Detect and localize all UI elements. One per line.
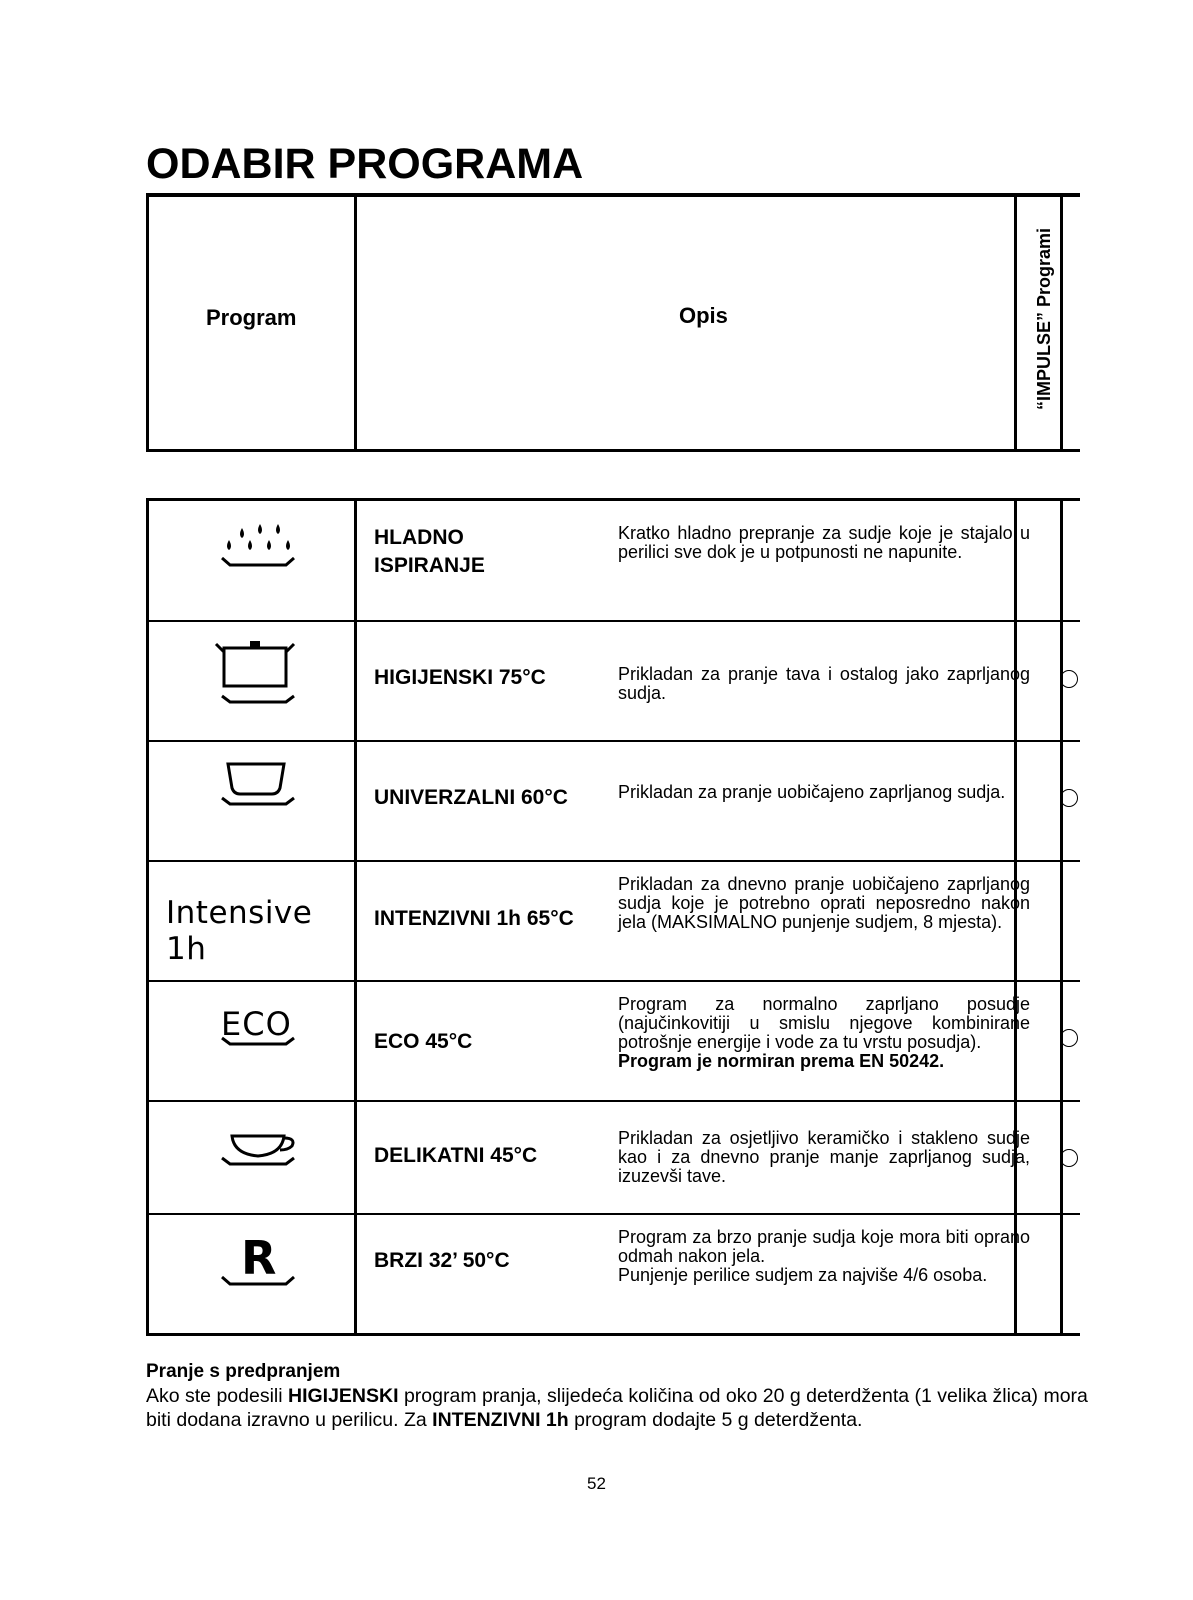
- description-text: Punjenje perilice sudjem za najviše 4/6 osoba.: [618, 1265, 988, 1285]
- impulse-circle-icon: [1060, 670, 1078, 688]
- impulse-circle-icon: [1060, 1149, 1078, 1167]
- divider: [146, 193, 149, 452]
- note-text: program dodajte 5 g deterdženta.: [568, 1409, 863, 1431]
- column-header-program: Program: [206, 305, 297, 330]
- divider: [1014, 193, 1017, 452]
- note-bold: INTENZIVNI 1h: [432, 1409, 569, 1431]
- table-row: [146, 740, 1080, 860]
- program-description: Prikladan za dnevno pranje uobičajeno zaprljanog sudja koje je potrebno oprati neposredno nakon jela (MAKSIMALNO punjenje sudjem, 8 mjesta).: [618, 874, 1030, 932]
- program-name: INTENZIVNI 1h 65°C: [374, 907, 574, 930]
- rapid-icon: [146, 1213, 360, 1333]
- description-text: Program za normalno zaprljano posudje (najučinkovitiji u smislu njegove kombinirane potrošnje energije i vode za tu vrstu posudja).: [618, 994, 1030, 1052]
- note-bold: HIGIJENSKI: [288, 1385, 399, 1407]
- program-description: Prikladan za osjetljivo keramičko i stakleno sudje kao i za dnevno pranje manje zaprljanog sudja, izuzevši tave.: [618, 1128, 1030, 1186]
- pot-icon: [146, 620, 360, 740]
- program-name: ECO 45°C: [374, 1030, 473, 1053]
- program-name-line: ISPIRANJE: [374, 554, 485, 577]
- cold-rinse-icon: [146, 500, 360, 620]
- programs-table: [146, 500, 1080, 1355]
- description-bold-text: Program je normiran prema EN 50242.: [618, 1051, 945, 1071]
- program-description: Prikladan za pranje tava i ostalog jako zaprljanog sudja.: [618, 664, 1030, 703]
- program-name: HIGIJENSKI 75°C: [374, 666, 546, 689]
- program-name: DELIKATNI 45°C: [374, 1144, 538, 1167]
- impulse-circle-icon: [1060, 789, 1078, 807]
- divider: [146, 1333, 1080, 1336]
- intensive-icon: [146, 860, 360, 980]
- program-name-line: HLADNO: [374, 526, 464, 549]
- page-title: ODABIR PROGRAMA: [146, 140, 584, 188]
- column-header-opis: Opis: [679, 303, 728, 328]
- eco-icon: [146, 980, 360, 1100]
- cup-icon: [146, 1100, 360, 1213]
- table-row: [146, 620, 1080, 740]
- note-text: Ako ste podesili: [146, 1385, 288, 1407]
- column-header-impulse: “IMPULSE” Programi: [1034, 227, 1054, 410]
- program-description: [618, 1228, 1030, 1285]
- program-name: UNIVERZALNI 60°C: [374, 786, 568, 809]
- program-description: Kratko hladno prepranje za sudje koje je stajalo u perilici sve dok je u potpunosti ne napunite.: [618, 523, 1030, 562]
- table-row: [146, 980, 1080, 1100]
- divider: [146, 449, 1080, 452]
- program-name: BRZI 32’ 50°C: [374, 1249, 510, 1272]
- intensive-icon-label: Intensive 1h: [166, 895, 313, 967]
- impulse-circle-icon: [1060, 1029, 1078, 1047]
- program-name: [374, 524, 485, 580]
- table-row: [146, 1213, 1080, 1333]
- note-heading: Pranje s predpranjem: [146, 1361, 341, 1382]
- program-description: Prikladan za pranje uobičajeno zaprljanog sudja.: [618, 782, 1006, 802]
- table-header: [146, 193, 1080, 452]
- note-paragraph: [146, 1384, 1092, 1432]
- divider: [1060, 193, 1063, 452]
- table-row: [146, 1100, 1080, 1213]
- table-row: [146, 860, 1080, 980]
- divider: [146, 193, 1080, 197]
- eco-icon-label: ECO: [221, 1005, 292, 1043]
- page-number: 52: [587, 1474, 606, 1493]
- bowl-icon: [146, 740, 360, 860]
- description-text: Program za brzo pranje sudja koje mora biti oprano odmah nakon jela.: [618, 1227, 1030, 1266]
- note-text: program pranja, slijedeća količina od oko 20 g deterdženta (1 velika žlica) mora biti dodana izravno u perilicu. Za: [146, 1385, 1088, 1431]
- program-description: [618, 995, 1030, 1071]
- rapid-icon-label: R: [241, 1231, 277, 1285]
- table-row: [146, 500, 1080, 620]
- divider: [354, 193, 357, 452]
